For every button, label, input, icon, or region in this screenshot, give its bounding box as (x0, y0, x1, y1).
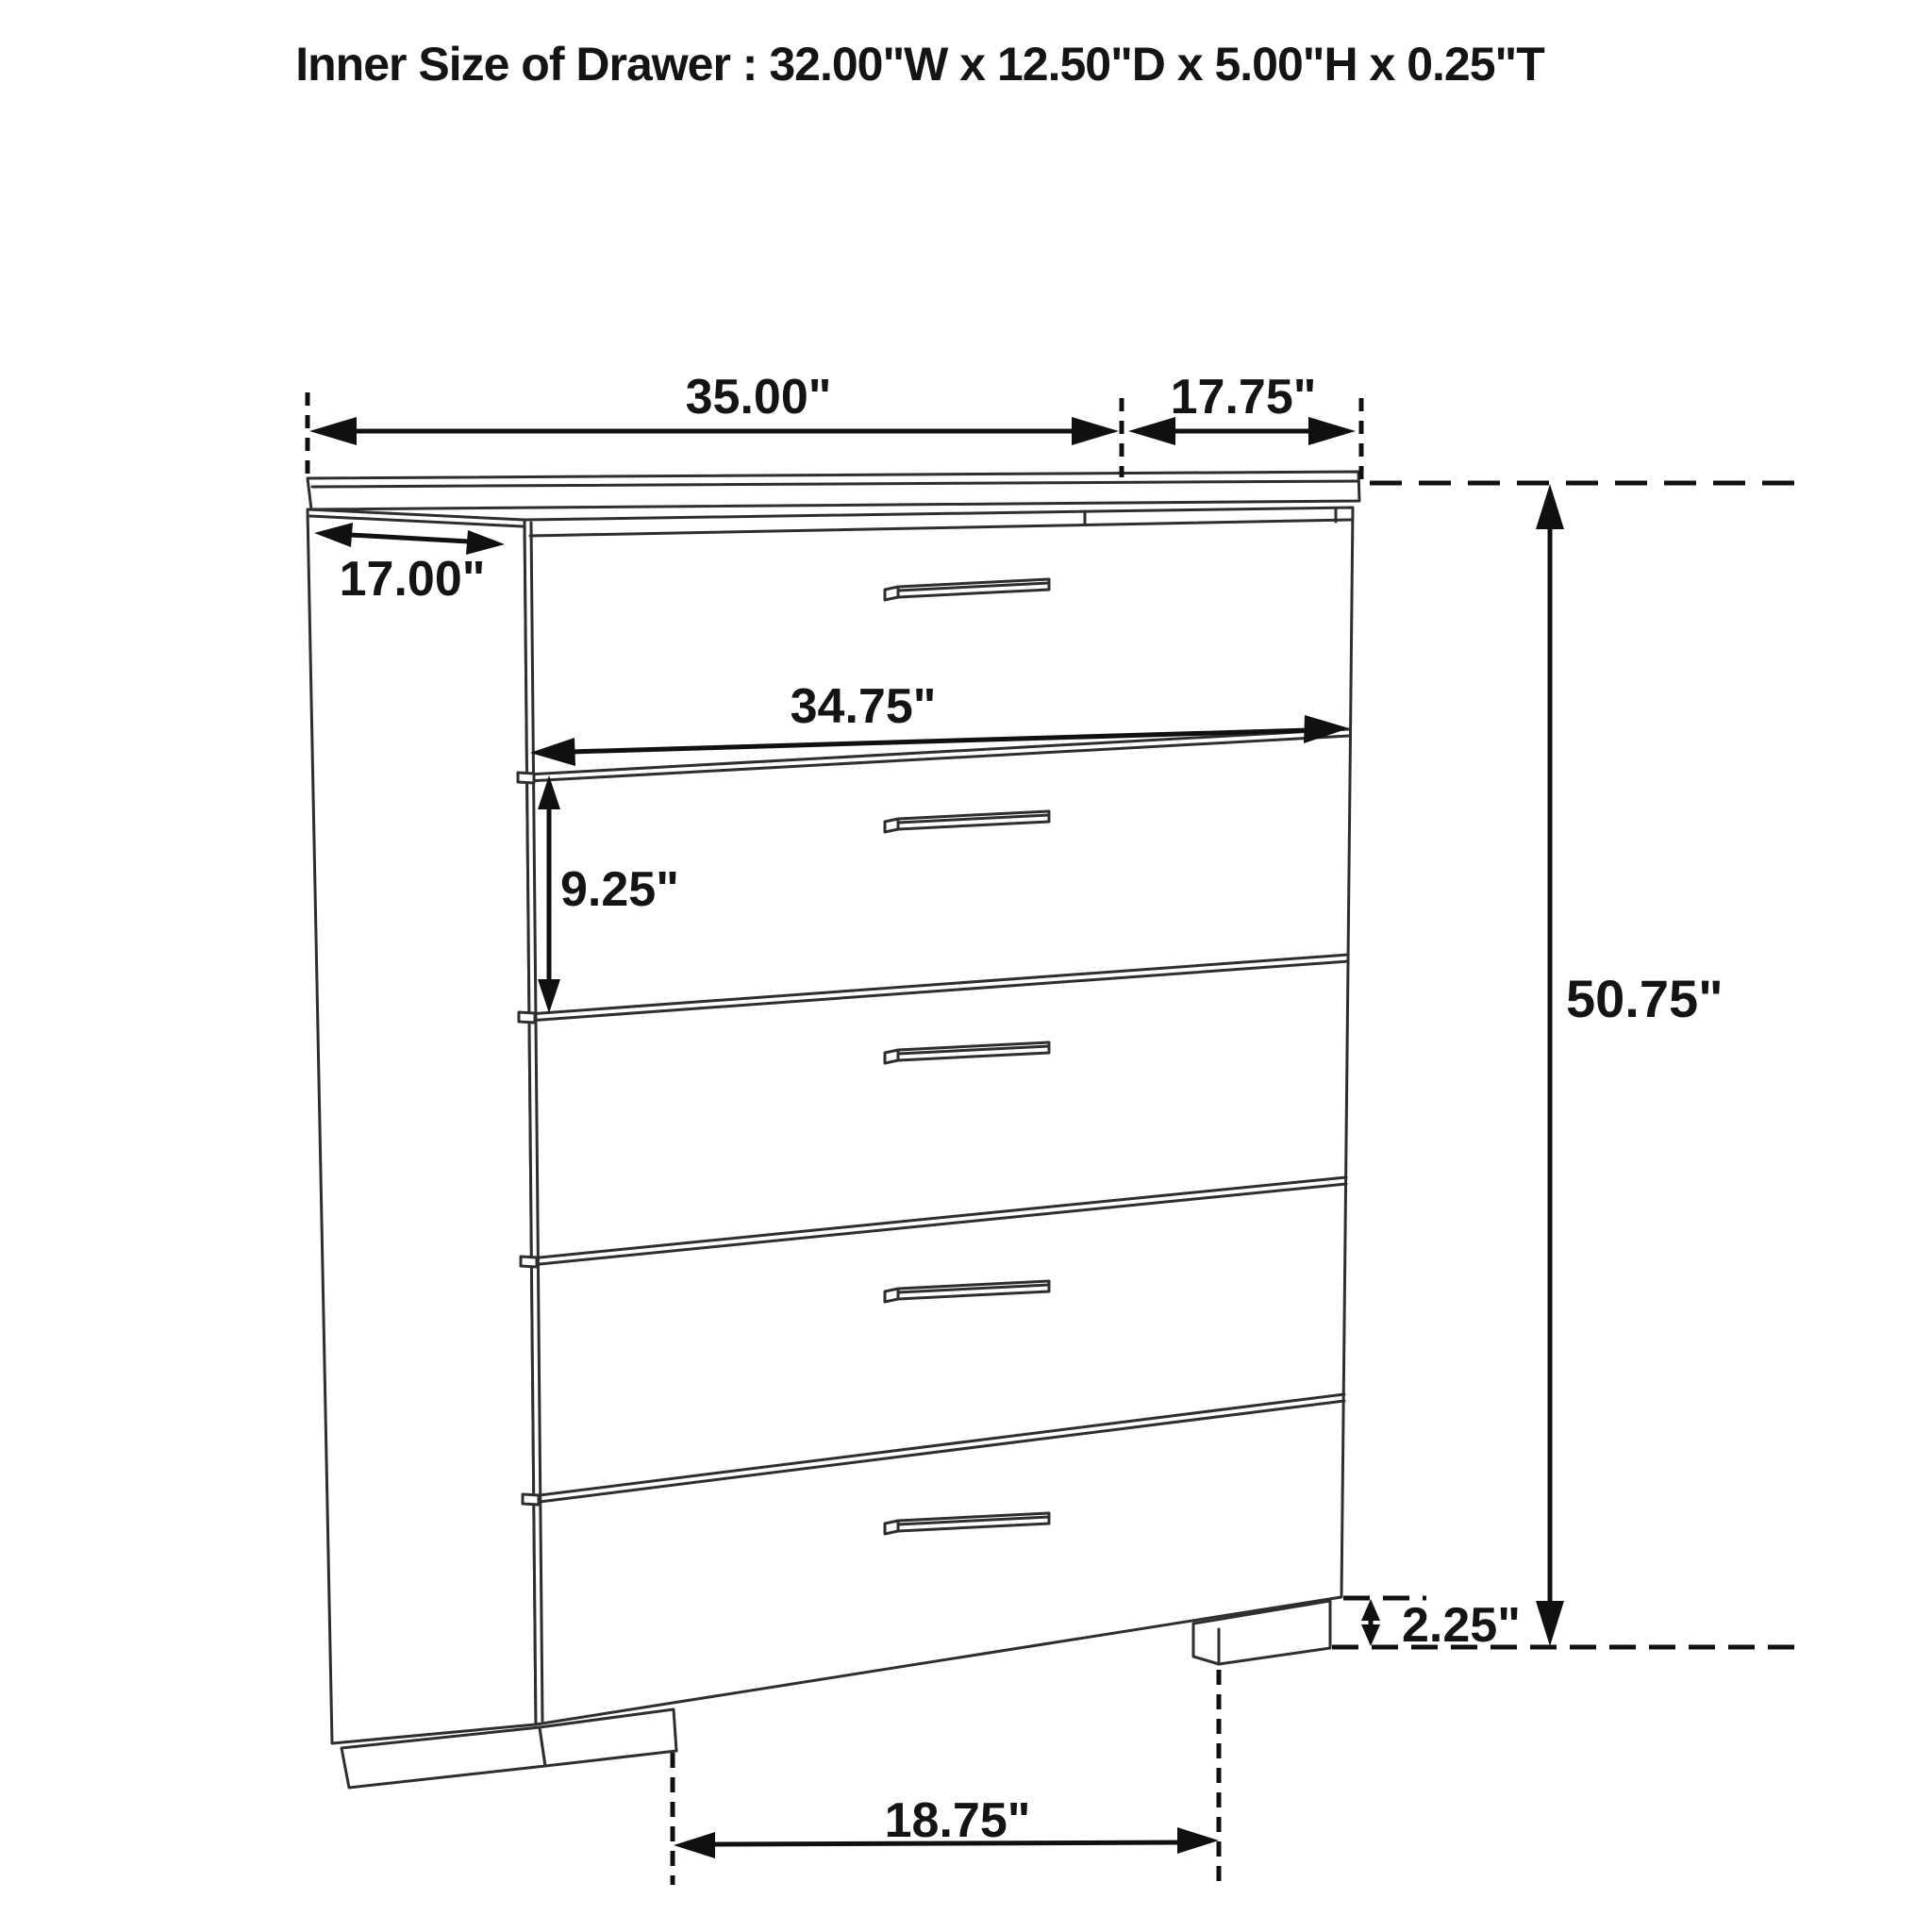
divider-3-left-notch (521, 1257, 537, 1267)
divider-4-left-notch (523, 1494, 539, 1505)
dim-overall-height (1370, 483, 1800, 1646)
side-panel (308, 509, 536, 1743)
chest-drawing (308, 472, 1359, 1788)
dim-top-depth (1128, 370, 1361, 481)
dim-drawer-height-label: 9.25" (560, 862, 679, 917)
dim-overall-height-label: 50.75" (1566, 969, 1724, 1028)
dim-drawer-width-label: 34.75" (790, 679, 937, 734)
page-title: Inner Size of Drawer : 32.00"W x 12.50"D x 5.00"H x 0.25"T (295, 38, 1544, 91)
dim-leg-height (1332, 1598, 1800, 1653)
top-panel (308, 472, 1359, 509)
dim-leg-spacing-label: 18.75" (884, 1793, 1031, 1848)
dim-side-depth-label: 17.00" (339, 552, 486, 607)
dim-top-width (308, 370, 1122, 477)
divider-1-left-notch (518, 773, 534, 783)
dim-leg-spacing (673, 1670, 1219, 1885)
dim-leg-height-label: 2.25" (1402, 1598, 1521, 1653)
front-face (525, 508, 1353, 1724)
dim-top-width-label: 35.00" (685, 370, 832, 425)
dim-top-depth-label: 17.75" (1170, 370, 1317, 425)
divider-2-left-notch (519, 1012, 535, 1023)
